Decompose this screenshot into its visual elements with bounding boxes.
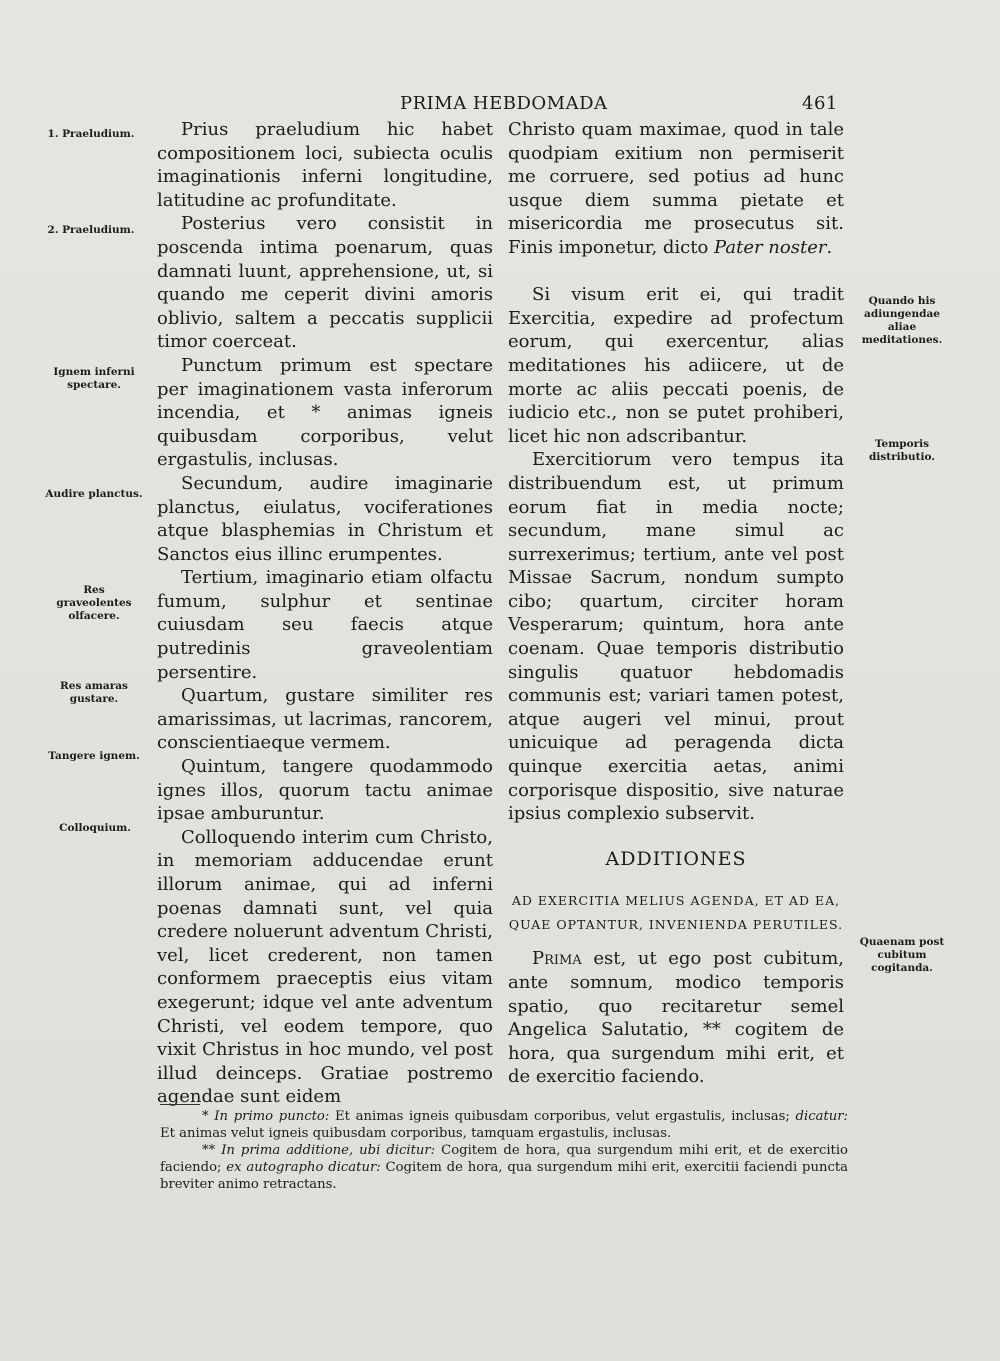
subheading-line: QUAE OPTANTUR, INVENIENDA PERUTILES. xyxy=(508,917,844,933)
footnotes xyxy=(160,1108,848,1193)
paragraph: Si visum erit ei, qui tradit Exercitia, expedire ad profectum eorum, qui exercentur, alias meditationes his adiicere, ut de morte ac aliis peccati poenis, de iudicio etc., non se putet prohiberi, licet hic non adscribantur. xyxy=(508,284,844,447)
paragraph: Quartum, gustare similiter res amarissimas, ut lacrimas, rancorem, conscientiaeque vermem. xyxy=(157,685,493,754)
page-number: 461 xyxy=(802,93,838,114)
margin-note: Res amaras gustare. xyxy=(60,680,128,705)
running-title: PRIMA HEBDOMADA xyxy=(400,93,608,114)
text-run: Christo quam maximae, quod in tale quodpiam exitium non permiserit me corruere, sed potius ad hunc usque diem summa pietate et misericordia me prosecutus sit. Finis imponetur, dicto xyxy=(508,119,844,258)
small-caps-word: Prima xyxy=(532,948,582,970)
section-subheading xyxy=(508,889,844,937)
margin-note: Quando his adiungendae aliae meditationes. xyxy=(861,295,943,346)
footnote-mark: * xyxy=(202,1109,215,1124)
paragraph: Prius praeludium hic habet compositionem loci, subiecta oculis imaginationis inferni longitudine, latitudine ac profunditate. xyxy=(157,119,493,211)
margin-note: Res graveolentes olfacere. xyxy=(56,584,132,622)
margin-note: Temporis distributio. xyxy=(869,438,935,463)
paragraph: Posterius vero consistit in poscenda intima poenarum, quas damnati luunt, apprehensione, ut, si quando me ceperit divini amoris oblivio, saltem a peccatis supplicii timor coerceat. xyxy=(157,213,493,353)
subheading-line: AD EXERCITIA MELIUS AGENDA, ET AD EA, xyxy=(511,893,841,909)
margin-note: 1. Praeludium. xyxy=(47,128,135,140)
paragraph: Tertium, imaginario etiam olfactu fumum, sulphur et sentinae cuiusdam seu faecis atque putredinis graveolentiam persentire. xyxy=(157,567,493,683)
margin-note: 2. Praeludium. xyxy=(47,224,135,236)
footnote-rule xyxy=(160,1104,200,1105)
footnote-mark: ** xyxy=(202,1143,222,1158)
margin-note: Tangere ignem. xyxy=(48,750,140,762)
text-run: Cogitem de hora, qua surgendum mihi erit, et de exercitio faciendo; xyxy=(160,1143,848,1175)
left-column xyxy=(157,118,493,1109)
margin-note: Ignem inferni spectare. xyxy=(53,366,135,391)
italic-text: ex autographo dicatur: xyxy=(226,1160,381,1175)
section-heading: ADDITIONES xyxy=(605,847,747,870)
text-run: est, ut ego post cubitum, ante somnum, modico temporis spatio, quo recitaretur semel Angelica Salutatio, ** cogitem de hora, qua surgendum mihi erit, et de exercitio faciendo. xyxy=(508,948,844,1088)
margin-note: Colloquium. xyxy=(59,822,131,834)
text-run: . xyxy=(826,236,833,258)
italic-text: dicatur: xyxy=(795,1109,848,1124)
italic-text: Pater noster xyxy=(714,236,827,258)
paragraph: Secundum, audire imaginarie planctus, eiulatus, vociferationes atque blasphemias in Christum et Sanctos eius illinc erumpentes. xyxy=(157,472,493,565)
italic-text: In primo puncto: xyxy=(214,1109,330,1124)
paragraph: Exercitiorum vero tempus ita distribuendum est, ut primum eorum fiat in media nocte; secundum, mane simul ac surrexerimus; tertium, ante vel post Missae Sacrum, nondum sumpto cibo; quartum, circiter horam Vesperarum; quintum, hora ante coenam. Quae temporis distributio singulis quatuor hebdomadis communis est; variari tamen potest, atque augeri vel minui, prout unicuique ad peragenda dicta quinque exercitia aetas, animi corporisque dispositio, sive naturae ipsius complexio subservit. xyxy=(508,449,844,825)
paragraph: Quintum, tangere quodammodo ignes illos, quorum tactu animae ipsae amburuntur. xyxy=(157,756,493,825)
footnote xyxy=(160,1108,848,1142)
paragraph-continuation xyxy=(508,118,844,260)
right-column xyxy=(508,118,844,1089)
paragraph: Colloquendo interim cum Christo, in memoriam adducendae erunt illorum animae, qui ad inferni poenas damnati sunt, vel quia credere noluerunt adventum Christi, vel, licet crederent, non tamen conformem praeceptis eius vitam exegerunt; idque vel ante adventum Christi, vel eodem tempore, quo vixit Christus in hoc mundo, vel post illud deinceps. Gratiae postremo agendae sunt eidem xyxy=(157,826,493,1108)
margin-note: Audire planctus. xyxy=(45,488,143,500)
paragraph xyxy=(508,947,844,1089)
text-run: Cogitem de hora, qua surgendum mihi erit, exercitii faciendi puncta breviter animo retractans. xyxy=(160,1160,848,1192)
text-run: Et animas igneis quibusdam corporibus, velut ergastulis, inclusas; xyxy=(329,1109,796,1124)
footnote xyxy=(160,1142,848,1193)
blank-line xyxy=(508,260,844,284)
text-run: Et animas velut igneis quibusdam corporibus, tamquam ergastulis, inclusas. xyxy=(160,1126,672,1141)
italic-text: In prima additione, ubi dicitur: xyxy=(221,1143,436,1158)
margin-note: Quaenam post cubitum cogitanda. xyxy=(859,936,945,974)
paragraph: Punctum primum est spectare per imaginationem vasta inferorum incendia, et * animas igneis quibusdam corporibus, velut ergastulis, inclusas. xyxy=(157,354,493,471)
